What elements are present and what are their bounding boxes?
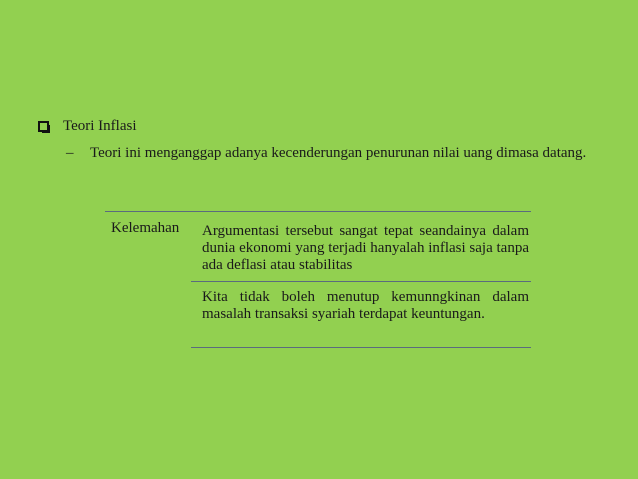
table-row-2: Kita tidak boleh menutup kemunngkinan dalam masalah transaksi syariah terdapat keuntungan. [202, 289, 529, 322]
checkbox-icon [38, 121, 49, 132]
table-rule-top [105, 211, 531, 212]
table-rule-middle [191, 281, 531, 282]
table-label: Kelemahan [111, 220, 180, 236]
sub-bullet-text: Teori ini menganggap adanya kecenderungan penurunan nilai uang dimasa datang. [90, 145, 587, 161]
heading-bullet [38, 117, 137, 135]
dash-bullet: – [66, 145, 74, 161]
table-row-1: Argumentasi tersebut sangat tepat seandainya dalam dunia ekonomi yang terjadi hanyalah inflasi saja tanpa ada deflasi atau stabilitas [202, 223, 529, 273]
sub-bullet [66, 143, 600, 163]
table-rule-bottom [191, 347, 531, 348]
heading-text: Teori Inflasi [63, 118, 137, 134]
